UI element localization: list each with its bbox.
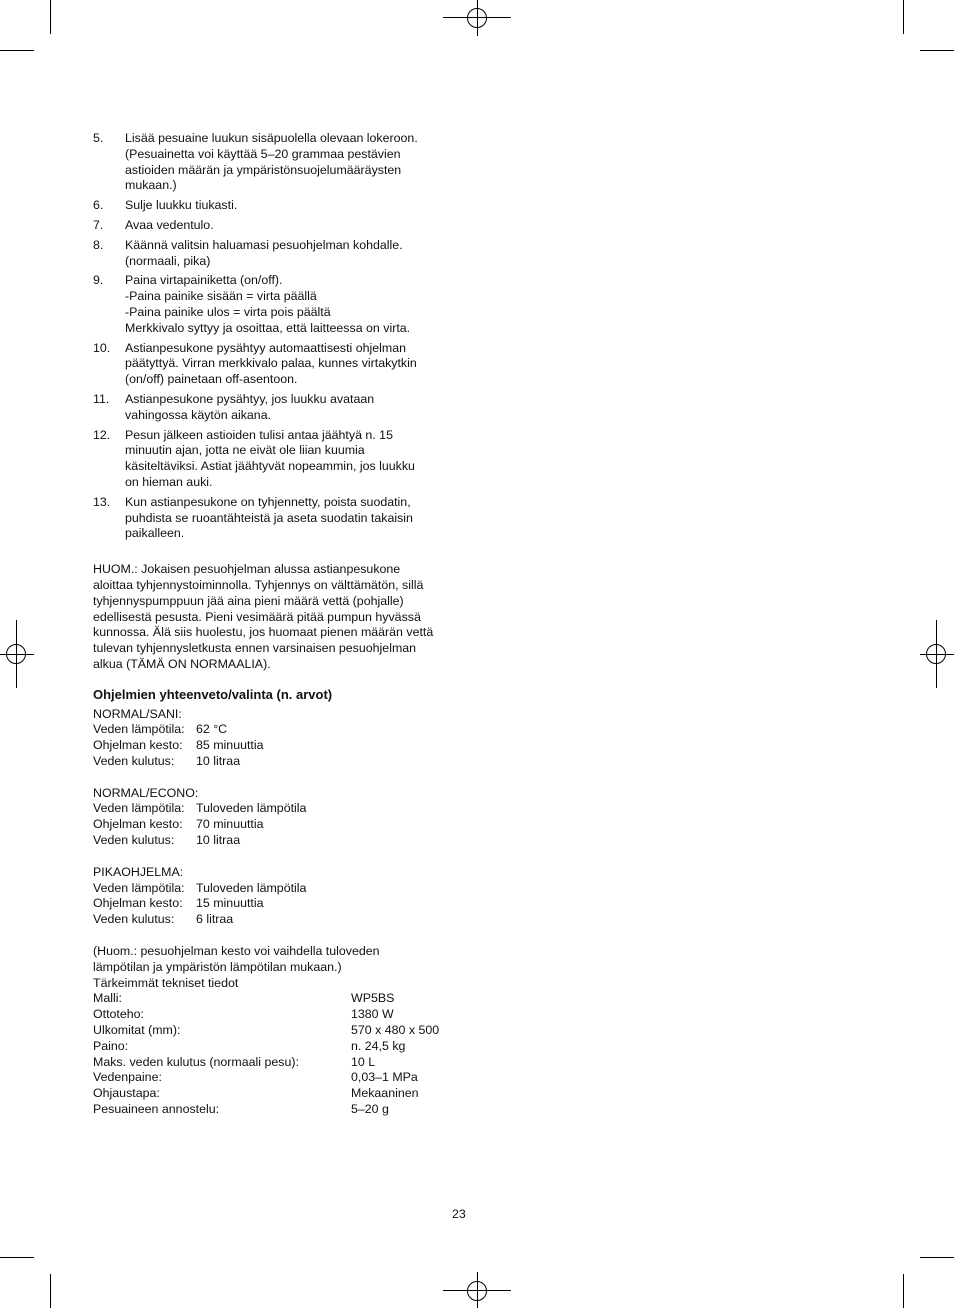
step-text <box>125 428 463 491</box>
row-label: Veden kulutus: <box>93 833 175 848</box>
text-line: on hieman auki. <box>125 474 213 489</box>
text-line: mukaan.) <box>125 178 177 193</box>
list-item <box>93 273 463 336</box>
text-line: (Huom.: pesuohjelman kesto voi vaihdella tuloveden <box>93 944 380 959</box>
spec-row <box>93 1086 463 1102</box>
step-text <box>125 131 463 194</box>
list-item <box>93 198 463 214</box>
instruction-steps <box>93 131 463 542</box>
row-label: Veden lämpötila: <box>93 722 185 737</box>
text-line: Lisää pesuaine luukun sisäpuolella olevaan lokeroon. <box>125 131 418 145</box>
duration-note <box>93 944 463 976</box>
step-text <box>125 273 463 336</box>
text-line: HUOM.: Jokaisen pesuohjelman alussa astianpesukone <box>93 562 401 577</box>
text-line: puhdista se ruoantähteistä ja aseta suodatin takaisin <box>125 510 413 525</box>
row-label: Ohjelman kesto: <box>93 738 183 753</box>
spec-row <box>93 1055 463 1071</box>
text-line: Kun astianpesukone on tyhjennetty, poista suodatin, <box>125 494 411 509</box>
row-label: Veden kulutus: <box>93 912 175 927</box>
step-text <box>125 495 463 542</box>
text-line: minuutin ajan, jotta ne eivät ole liian kuumia <box>125 443 365 458</box>
program-row <box>93 817 463 833</box>
step-number: 6. <box>93 198 104 213</box>
text-line: lämpötilan ja ympäristön lämpötilan mukaan.) <box>93 959 342 974</box>
program-block <box>93 786 463 849</box>
text-line: tulevan tyhjennysletkusta ennen varsinaisen pesuohjelman <box>93 641 417 656</box>
spec-value: 570 x 480 x 500 <box>351 1023 440 1038</box>
program-block <box>93 707 463 770</box>
text-line: Astianpesukone pysähtyy automaattisesti ohjelman <box>125 340 407 355</box>
spec-value: Mekaaninen <box>351 1086 419 1101</box>
spec-value: n. 24,5 kg <box>351 1038 406 1053</box>
text-line: tyhjennyspumppuun jää aina pieni määrä vettä (pohjalle) <box>93 593 404 608</box>
row-value: 70 minuuttia <box>196 817 264 832</box>
row-label: Veden kulutus: <box>93 753 175 768</box>
row-value: 62 °C <box>196 722 228 737</box>
row-value: 85 minuuttia <box>196 738 264 753</box>
step-number: 8. <box>93 237 104 252</box>
row-label: Ohjelman kesto: <box>93 896 183 911</box>
text-line: paikalleen. <box>125 526 185 541</box>
text-line: kunnossa. Älä siis huolestu, jos huomaat pienen määrän vettä <box>93 625 434 640</box>
section-title: Ohjelmien yhteenveto/valinta (n. arvot) <box>93 686 333 702</box>
program-row <box>93 722 463 738</box>
spec-value: WP5BS <box>351 991 395 1006</box>
text-line: edellisestä pesusta. Pieni vesimäärä pitää pumpun hyvässä <box>93 609 421 624</box>
text-line: Käännä valitsin haluamasi pesuohjelman kohdalle. <box>125 237 403 252</box>
text-line: Merkkivalo syttyy ja osoittaa, että laitteessa on virta. <box>125 320 411 335</box>
spec-label: Ohjaustapa: <box>93 1086 160 1101</box>
row-value: 10 litraa <box>196 753 241 768</box>
spec-table <box>93 991 463 1117</box>
program-row <box>93 896 463 912</box>
list-item <box>93 428 463 491</box>
spec-label: Paino: <box>93 1038 129 1053</box>
text-line: (normaali, pika) <box>125 253 211 268</box>
step-number: 10. <box>93 340 111 355</box>
program-row <box>93 881 463 897</box>
row-value: Tuloveden lämpötila <box>196 880 307 895</box>
step-number: 9. <box>93 273 104 288</box>
page-content <box>93 131 463 1118</box>
text-line: aloittaa tyhjennystoiminnolla. Tyhjennys on välttämätön, sillä <box>93 577 424 592</box>
text-line: Avaa vedentulo. <box>125 217 214 232</box>
program-name: NORMAL/SANI: <box>93 706 182 721</box>
spec-row <box>93 1070 463 1086</box>
spec-value: 10 L <box>351 1054 376 1069</box>
spec-row <box>93 1023 463 1039</box>
step-number: 11. <box>93 391 110 406</box>
step-number: 13. <box>93 494 111 509</box>
spec-label: Pesuaineen annostelu: <box>93 1102 220 1117</box>
row-value: 6 litraa <box>196 912 234 927</box>
row-value: 10 litraa <box>196 833 241 848</box>
step-text <box>125 198 463 214</box>
spec-value: 1380 W <box>351 1007 394 1022</box>
text-line: (Pesuainetta voi käyttää 5–20 grammaa pestävien <box>125 146 401 161</box>
list-item <box>93 238 463 270</box>
list-item <box>93 218 463 234</box>
row-label: Veden lämpötila: <box>93 801 185 816</box>
program-block <box>93 865 463 928</box>
text-line: (on/off) painetaan off-asentoon. <box>125 372 298 387</box>
note-paragraph <box>93 562 463 673</box>
text-line: käsiteltäviksi. Astiat jäähtyvät nopeammin, jos luukku <box>125 459 415 474</box>
text-line: Sulje luukku tiukasti. <box>125 198 238 213</box>
row-label: Veden lämpötila: <box>93 880 185 895</box>
spec-value: 0,03–1 MPa <box>351 1070 418 1085</box>
text-line: Pesun jälkeen astioiden tulisi antaa jäähtyä n. 15 <box>125 427 393 442</box>
text-line: päätyttyä. Virran merkkivalo palaa, kunnes virtakytkin <box>125 356 417 371</box>
program-row <box>93 801 463 817</box>
spec-label: Maks. veden kulutus (normaali pesu): <box>93 1054 299 1069</box>
spec-title: Tärkeimmät tekniset tiedot <box>93 975 239 990</box>
row-value: Tuloveden lämpötila <box>196 801 307 816</box>
spec-row <box>93 1102 463 1118</box>
program-row <box>93 738 463 754</box>
row-value: 15 minuuttia <box>196 896 264 911</box>
text-line: Astianpesukone pysähtyy, jos luukku avataan <box>125 391 375 406</box>
text-line: vahingossa käytön aikana. <box>125 407 272 422</box>
step-number: 12. <box>93 427 111 442</box>
step-number: 7. <box>93 217 104 232</box>
text-line: alkua (TÄMÄ ON NORMAALIA). <box>93 656 271 671</box>
row-label: Ohjelman kesto: <box>93 817 183 832</box>
text-line: -Paina painike ulos = virta pois päältä <box>125 304 331 319</box>
list-item <box>93 131 463 194</box>
step-text <box>125 392 463 424</box>
text-line: astioiden määrän ja ympäristönsuojelumääräysten <box>125 162 402 177</box>
step-text <box>125 218 463 234</box>
list-item <box>93 495 463 542</box>
step-text <box>125 341 463 388</box>
program-row <box>93 912 463 928</box>
step-text <box>125 238 463 270</box>
spec-row <box>93 1007 463 1023</box>
step-number: 5. <box>93 131 104 145</box>
page-number: 23 <box>452 1207 466 1221</box>
program-summary <box>93 707 463 929</box>
text-line: -Paina painike sisään = virta päällä <box>125 289 317 304</box>
program-row <box>93 754 463 770</box>
spec-label: Vedenpaine: <box>93 1070 162 1085</box>
text-line: Paina virtapainiketta (on/off). <box>125 273 283 288</box>
spec-row <box>93 1039 463 1055</box>
list-item <box>93 392 463 424</box>
spec-label: Ottoteho: <box>93 1007 144 1022</box>
spec-label: Malli: <box>93 991 122 1006</box>
spec-value: 5–20 g <box>351 1102 389 1117</box>
spec-label: Ulkomitat (mm): <box>93 1023 181 1038</box>
program-name: NORMAL/ECONO: <box>93 785 199 800</box>
program-row <box>93 833 463 849</box>
spec-row <box>93 991 463 1007</box>
program-name: PIKAOHJELMA: <box>93 864 184 879</box>
list-item <box>93 341 463 388</box>
